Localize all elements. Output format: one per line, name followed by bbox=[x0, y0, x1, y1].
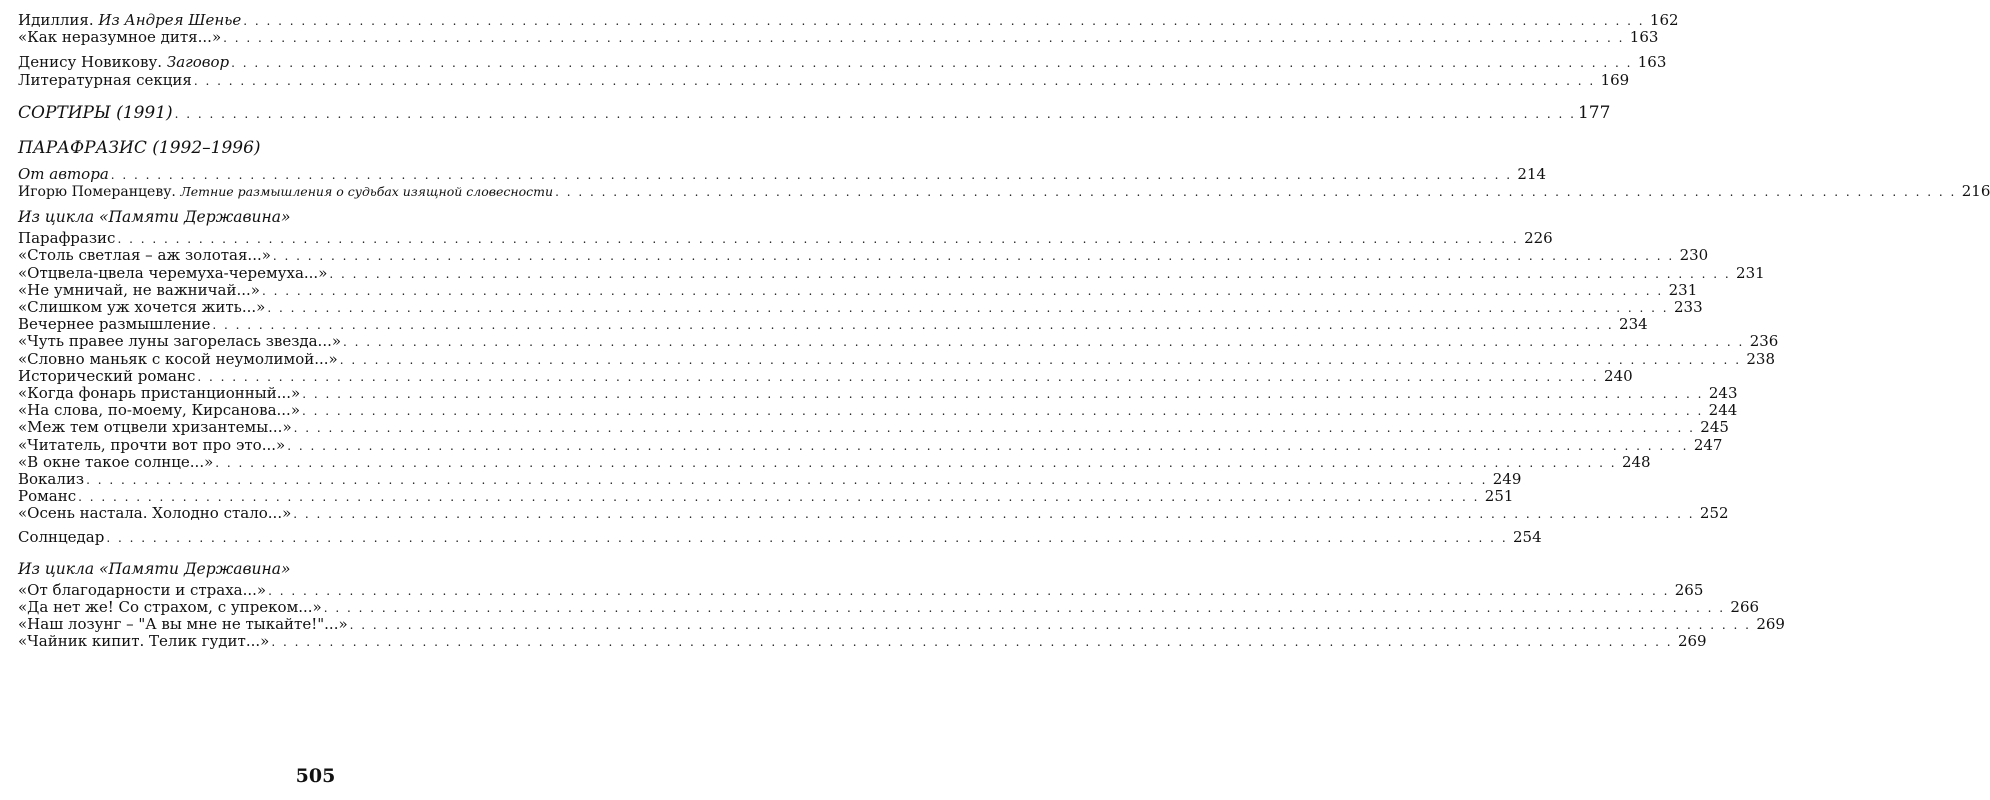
leader-dots bbox=[215, 455, 1616, 471]
toc-entry-title: Вечернее размышление bbox=[18, 315, 211, 334]
toc-entry-title: Романс bbox=[18, 487, 77, 506]
toc-entry-page: 231 bbox=[1736, 263, 1765, 282]
toc-entry bbox=[18, 164, 1547, 183]
toc-entry bbox=[18, 615, 1785, 634]
table-of-contents bbox=[18, 11, 1990, 651]
toc-entry-page: 236 bbox=[1749, 332, 1779, 351]
toc-entry-title: «Отцвела-цвела черемуха-черемуха...» bbox=[18, 263, 328, 282]
toc-entry bbox=[18, 435, 1723, 454]
toc-entry-page: 233 bbox=[1673, 298, 1703, 317]
toc-entry bbox=[18, 315, 1648, 334]
leader-dots bbox=[294, 420, 1695, 436]
toc-entry-subtitle: Заговор bbox=[166, 53, 230, 72]
cycle-title: Из цикла «Памяти Державина» bbox=[18, 208, 291, 227]
leader-dots bbox=[194, 73, 1595, 89]
toc-entry bbox=[18, 527, 1542, 546]
toc-entry-page: 226 bbox=[1524, 229, 1553, 248]
toc-entry bbox=[18, 598, 1760, 617]
toc-entry-page: 230 bbox=[1679, 246, 1709, 265]
leader-dots bbox=[302, 386, 1703, 402]
toc-entry-title: «В окне такое солнце...» bbox=[18, 452, 214, 471]
toc-entry bbox=[18, 632, 1707, 651]
toc-entry bbox=[18, 401, 1738, 420]
toc-entry bbox=[18, 384, 1738, 403]
toc-entry-title: Игорю Померанцеву. bbox=[18, 184, 176, 201]
leader-dots bbox=[350, 617, 1751, 633]
toc-entry-title: «Да нет же! Со страхом, с упреком...» bbox=[18, 598, 322, 617]
leader-dots bbox=[175, 104, 1576, 124]
cycle-entries bbox=[18, 229, 1779, 523]
toc-entry bbox=[18, 487, 1514, 506]
toc-entry-title: «Когда фонарь пристанционный...» bbox=[18, 384, 301, 403]
toc-entry-title: «Слишком уж хочется жить...» bbox=[18, 298, 266, 317]
leader-dots bbox=[78, 489, 1479, 505]
toc-entry bbox=[18, 263, 1765, 282]
toc-entry bbox=[18, 53, 1667, 72]
toc-entry-page: 162 bbox=[1649, 11, 1679, 29]
toc-entry bbox=[18, 70, 1630, 89]
section-page: 177 bbox=[1577, 102, 1611, 123]
toc-entry-title: «Чайник кипит. Телик гудит...» bbox=[18, 632, 270, 651]
toc-entry bbox=[18, 452, 1651, 471]
toc-entry bbox=[18, 246, 1709, 265]
toc-entry bbox=[18, 470, 1522, 489]
toc-entry-title: «Осень настала. Холодно стало...» bbox=[18, 504, 292, 523]
leader-dots bbox=[324, 600, 1725, 616]
toc-entry-page: 248 bbox=[1621, 452, 1651, 471]
leader-dots bbox=[86, 472, 1487, 488]
toc-entry-subtitle: Летние размышления о судьбах изящной словесности bbox=[180, 184, 554, 200]
toc-entry-title: «На слова, по-моему, Кирсанова...» bbox=[18, 401, 301, 420]
toc-entry-title: Идиллия. bbox=[18, 11, 94, 29]
section-entry-sortiry bbox=[18, 102, 1611, 124]
toc-entry-title: Вокализ bbox=[18, 470, 85, 489]
toc-entry-page: 169 bbox=[1600, 70, 1630, 89]
leader-dots bbox=[243, 13, 1644, 29]
leader-dots bbox=[329, 266, 1730, 282]
toc-entry-page: 244 bbox=[1708, 401, 1738, 420]
toc-entry-title: «От благодарности и страха...» bbox=[18, 580, 267, 599]
toc-entry bbox=[18, 366, 1633, 385]
toc-entry-page: 231 bbox=[1668, 280, 1698, 299]
toc-entry-subtitle: Из Андрея Шенье bbox=[98, 11, 242, 29]
leader-dots bbox=[197, 369, 1598, 385]
leader-dots bbox=[223, 30, 1624, 46]
toc-entry bbox=[18, 280, 1698, 299]
toc-entry bbox=[18, 332, 1779, 351]
leader-dots bbox=[117, 231, 1518, 247]
toc-entry bbox=[18, 580, 1704, 599]
toc-entry bbox=[18, 298, 1703, 317]
toc-entry-page: 216 bbox=[1961, 182, 1990, 201]
toc-entry-page: 240 bbox=[1604, 366, 1633, 385]
toc-entry-page: 247 bbox=[1693, 435, 1723, 454]
toc-entry-title: «Словно маньяк с косой неумолимой...» bbox=[18, 349, 338, 368]
toc-entry-title: «Меж тем отцвели хризантемы...» bbox=[18, 418, 292, 437]
leader-dots bbox=[302, 403, 1703, 419]
toc-entry-page: 251 bbox=[1484, 487, 1514, 506]
leader-dots bbox=[273, 248, 1674, 264]
toc-entry-title: «Столь светлая – аж золотая...» bbox=[18, 246, 271, 265]
toc-entry-title: «Как неразумное дитя...» bbox=[18, 28, 222, 47]
toc-entry bbox=[18, 28, 1659, 47]
toc-entry-page: 249 bbox=[1492, 470, 1522, 489]
leader-dots bbox=[262, 283, 1663, 299]
section-title-parafrazis: ПАРАФРАЗИС (1992–1996) bbox=[18, 137, 261, 158]
leader-dots bbox=[271, 634, 1672, 650]
toc-entry-page: 265 bbox=[1674, 580, 1704, 599]
toc-entry-title: Парафразис bbox=[18, 229, 116, 248]
cycle-title: Из цикла «Памяти Державина» bbox=[18, 559, 291, 578]
toc-entry bbox=[18, 349, 1776, 368]
leader-dots bbox=[106, 530, 1507, 546]
toc-entry bbox=[18, 418, 1729, 437]
toc-entry bbox=[18, 504, 1729, 523]
toc-entry-subtitle: От автора bbox=[18, 164, 109, 183]
toc-entry-page: 254 bbox=[1513, 527, 1542, 546]
toc-entry-title: Солнцедар bbox=[18, 527, 105, 546]
toc-entry-page: 243 bbox=[1708, 384, 1738, 403]
toc-entry bbox=[18, 229, 1553, 248]
leader-dots bbox=[340, 352, 1741, 368]
leader-dots bbox=[287, 438, 1688, 454]
toc-entry-title: «Читатель, прочти вот про это...» bbox=[18, 435, 286, 454]
leader-dots bbox=[555, 184, 1956, 200]
toc-entry bbox=[18, 182, 1990, 201]
toc-entry-page: 266 bbox=[1730, 598, 1760, 617]
toc-entry-page: 269 bbox=[1677, 632, 1707, 651]
leader-dots bbox=[268, 583, 1669, 599]
leader-dots bbox=[343, 334, 1744, 350]
toc-entry-page: 163 bbox=[1637, 53, 1667, 72]
toc-entry-page: 269 bbox=[1756, 615, 1785, 634]
section-title: СОРТИРЫ (1991) bbox=[18, 102, 173, 123]
leader-dots bbox=[231, 55, 1632, 71]
leader-dots bbox=[267, 300, 1668, 316]
toc-entry-page: 234 bbox=[1619, 315, 1648, 334]
cycle-entries bbox=[18, 580, 1785, 651]
toc-entry-page: 163 bbox=[1629, 28, 1659, 47]
leader-dots bbox=[111, 167, 1512, 183]
toc-entry-title: Денису Новикову. bbox=[18, 53, 163, 72]
toc-entry-title: Исторический романс bbox=[18, 366, 196, 385]
toc-entry-page: 238 bbox=[1746, 349, 1776, 368]
toc-entry-page: 252 bbox=[1699, 504, 1729, 523]
leader-dots bbox=[293, 506, 1694, 522]
toc-entry-title: «Не умничай, не важничай...» bbox=[18, 280, 260, 299]
toc-entry-title: «Наш лозунг – "А вы мне не тыкайте!"...» bbox=[18, 615, 348, 634]
toc-entry-page: 245 bbox=[1700, 418, 1729, 437]
toc-entry bbox=[18, 11, 1679, 29]
toc-entry-title: Литературная секция bbox=[18, 70, 192, 89]
toc-entry-page: 214 bbox=[1517, 164, 1547, 183]
leader-dots bbox=[212, 317, 1613, 333]
toc-entry-title: «Чуть правее луны загорелась звезда...» bbox=[18, 332, 342, 351]
page-number: 505 bbox=[295, 765, 336, 787]
